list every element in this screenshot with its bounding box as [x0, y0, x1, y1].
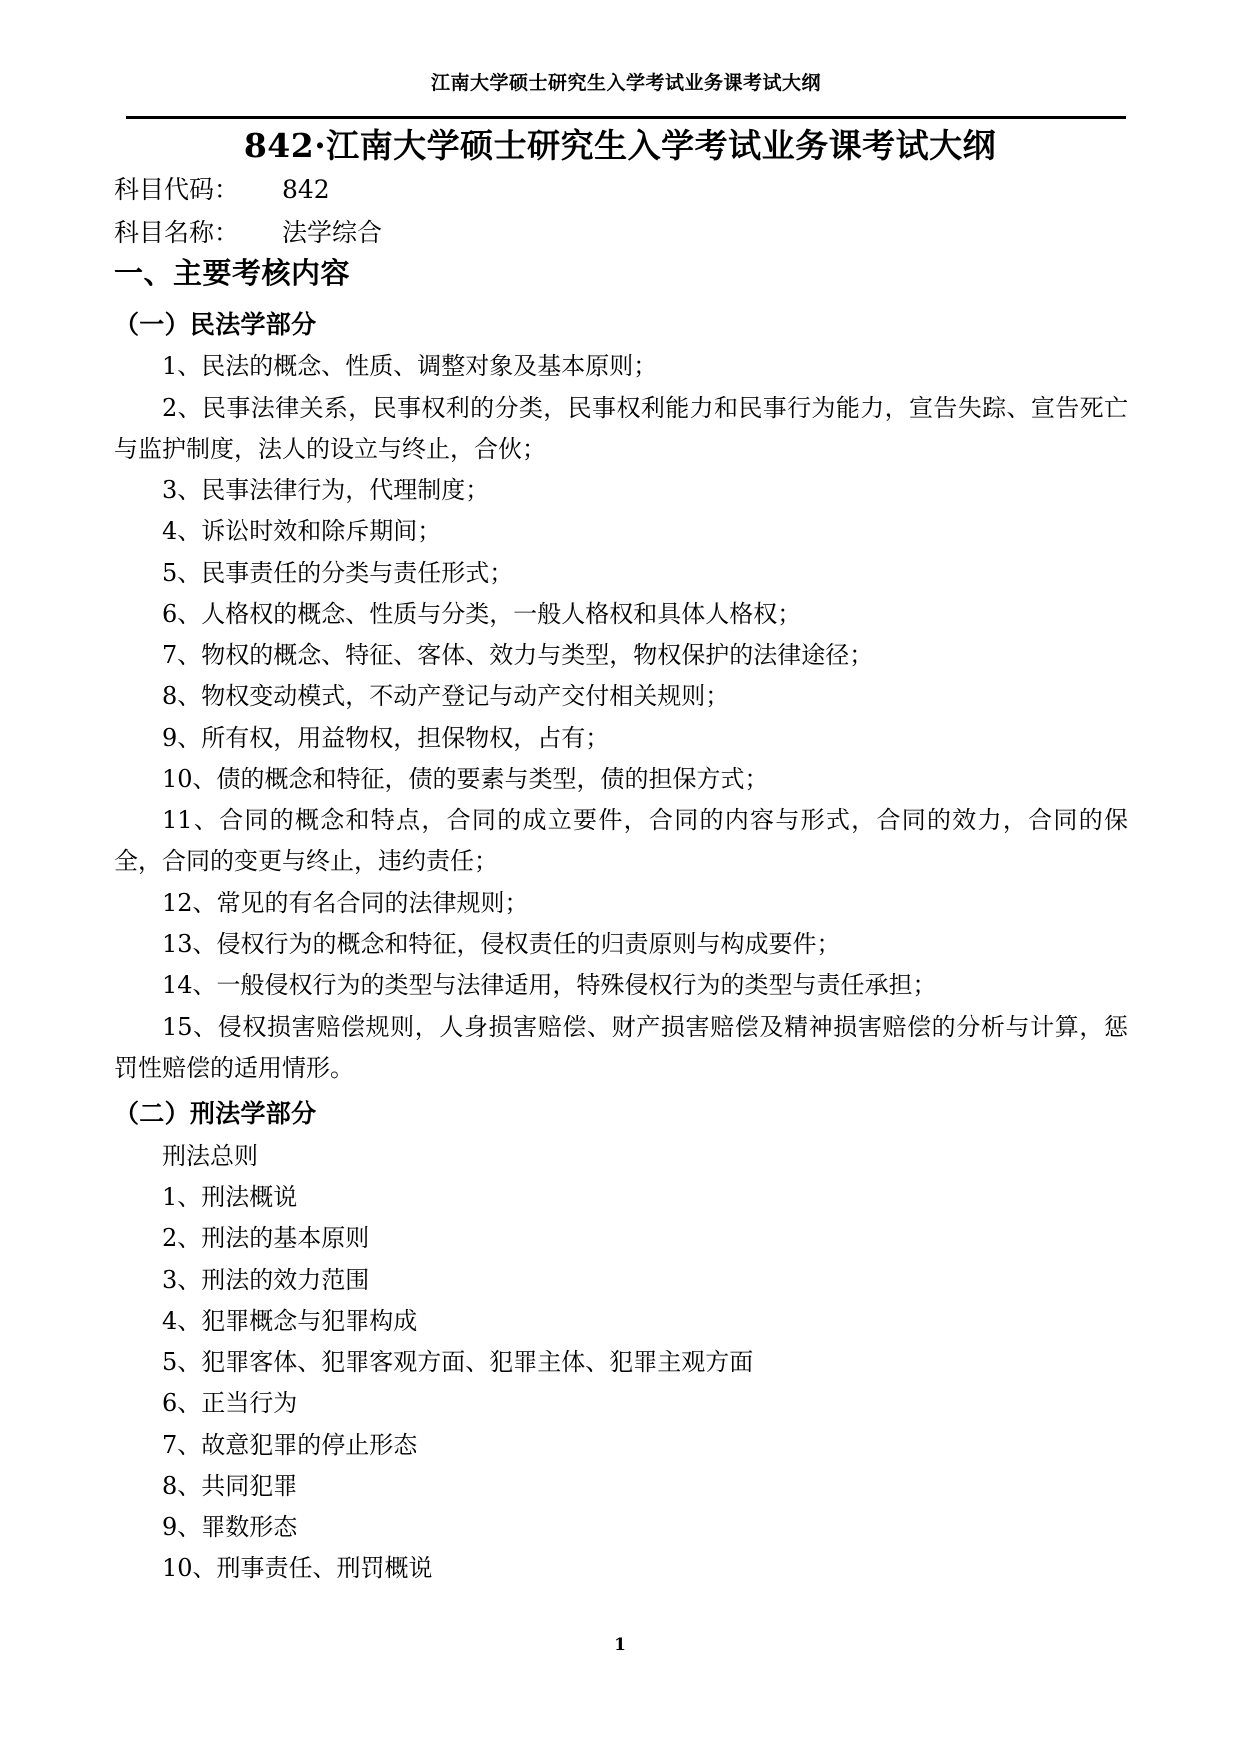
subsection-label-general-provisions: 刑法总则 — [162, 1141, 258, 1170]
section-heading-civil-law: （一）民法学部分 — [114, 309, 317, 339]
subject-code-label: 科目代码： — [114, 175, 240, 204]
list-item: 5、民事责任的分类与责任形式； — [162, 558, 514, 587]
list-item: 5、犯罪客体、犯罪客观方面、犯罪主体、犯罪主观方面 — [162, 1348, 754, 1377]
list-item: 6、正当行为 — [162, 1389, 298, 1418]
list-item: 7、物权的概念、特征、客体、效力与类型，物权保护的法律途径； — [162, 641, 874, 670]
page-number: 1 — [614, 1635, 626, 1655]
document-body — [114, 246, 1128, 1590]
list-item: 1、民法的概念、性质、调整对象及基本原则； — [162, 352, 658, 381]
list-item: 12、常见的有名合同的法律规则； — [162, 888, 529, 917]
subject-name-label: 科目名称： — [114, 218, 240, 247]
list-item: 4、犯罪概念与犯罪构成 — [162, 1306, 418, 1335]
list-item: 13、侵权行为的概念和特征，侵权责任的归责原则与构成要件； — [162, 929, 841, 958]
list-item: 1、刑法概说 — [162, 1183, 298, 1212]
list-item: 14、一般侵权行为的类型与法律适用，特殊侵权行为的类型与责任承担； — [162, 971, 937, 1000]
subject-code-row — [114, 168, 1126, 211]
section-heading-criminal-law: （二）刑法学部分 — [114, 1099, 317, 1129]
list-item: 10、刑事责任、刑罚概说 — [162, 1554, 433, 1583]
list-item: 3、刑法的效力范围 — [162, 1265, 370, 1294]
running-header: 江南大学硕士研究生入学考试业务课考试大纲 — [430, 72, 821, 94]
list-item: 8、物权变动模式，不动产登记与动产交付相关规则； — [162, 682, 730, 711]
list-item: 10、债的概念和特征，债的要素与类型，债的担保方式； — [162, 764, 769, 793]
page-title: 842·江南大学硕士研究生入学考试业务课考试大纲 — [243, 126, 997, 165]
list-item: 8、共同犯罪 — [162, 1471, 298, 1500]
list-item: 7、故意犯罪的停止形态 — [162, 1430, 418, 1459]
list-item: 2、民事法律关系，民事权利的分类，民事权利能力和民事行为能力，宣告失踪、宣告死亡与监护制度，法人的设立与终止，合伙； — [114, 393, 1128, 463]
list-item: 4、诉讼时效和除斥期间； — [162, 517, 442, 546]
subject-code-value: 842 — [282, 175, 330, 204]
section-heading-main-content: 一、主要考核内容 — [114, 256, 351, 290]
list-item: 9、所有权，用益物权，担保物权，占有； — [162, 723, 610, 752]
list-item: 15、侵权损害赔偿规则，人身损害赔偿、财产损害赔偿及精神损害赔偿的分析与计算，惩罚性赔偿的适用情形。 — [114, 1012, 1128, 1082]
header-divider-rule — [126, 116, 1126, 119]
list-item: 9、罪数形态 — [162, 1513, 298, 1542]
list-item: 3、民事法律行为，代理制度； — [162, 476, 490, 505]
list-item: 11、合同的概念和特点，合同的成立要件，合同的内容与形式，合同的效力，合同的保全，合同的变更与终止，违约责任； — [114, 806, 1128, 876]
list-item: 2、刑法的基本原则 — [162, 1224, 370, 1253]
list-item: 6、人格权的概念、性质与分类，一般人格权和具体人格权； — [162, 599, 802, 628]
subject-meta-block — [114, 168, 1126, 254]
subject-name-value: 法学综合 — [282, 218, 383, 247]
